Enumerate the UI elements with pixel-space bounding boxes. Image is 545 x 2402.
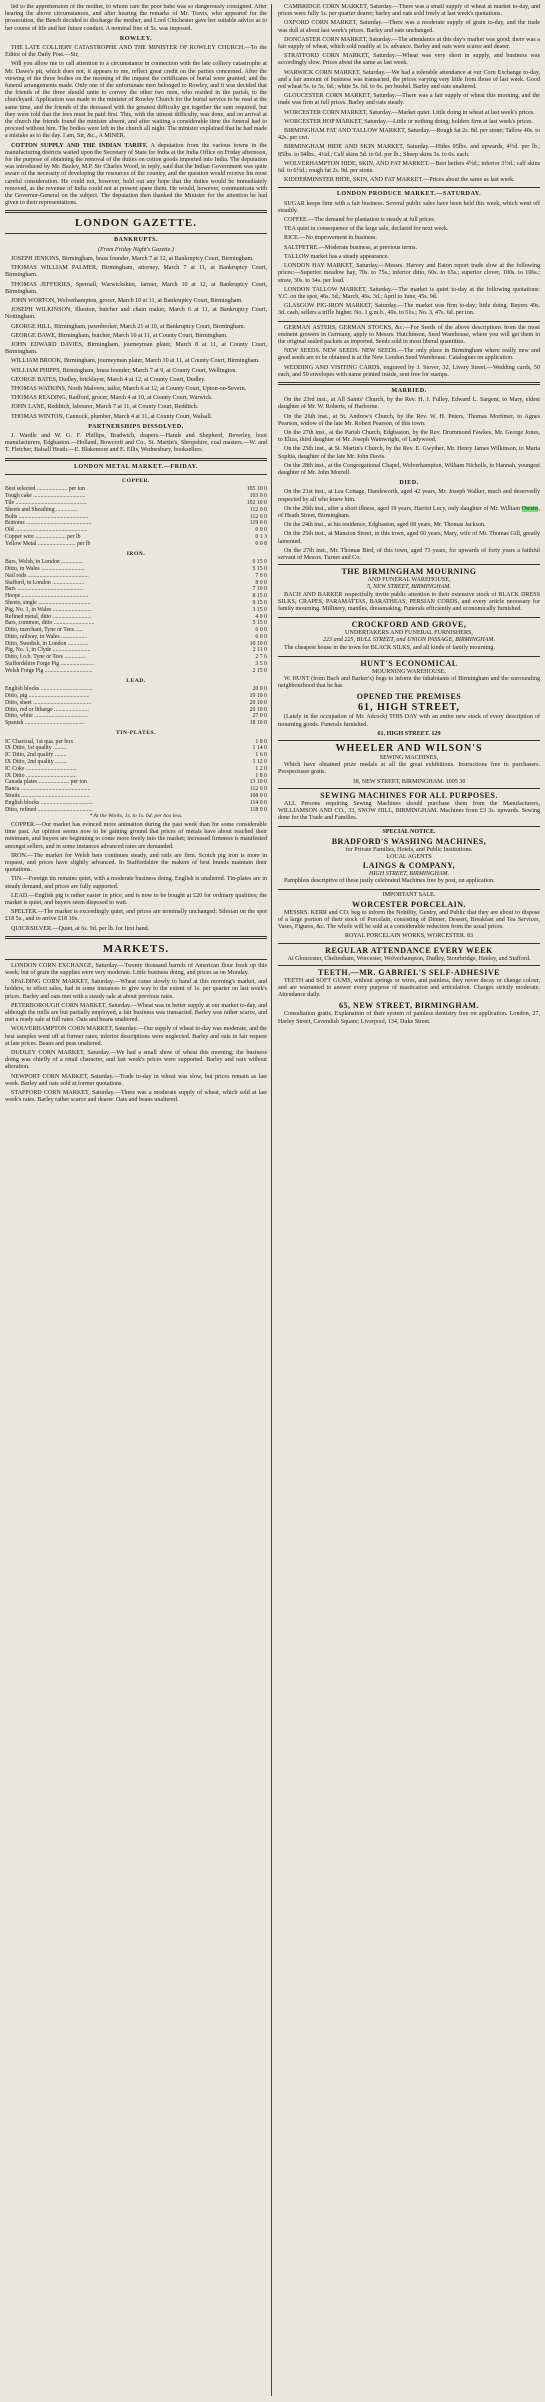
iron-heading: IRON.	[126, 550, 146, 557]
metal-commentary	[5, 822, 267, 933]
mourning-title: THE BIRMINGHAM MOURNING	[341, 567, 477, 577]
price-value: 1 6 0	[255, 752, 267, 759]
section-divider	[5, 936, 267, 939]
price-label: Staffordshire Forge Pig .......................	[5, 661, 94, 668]
list-item: RICE.—No improvement in business.	[284, 235, 377, 242]
price-value: 6 0 0	[255, 627, 267, 634]
list-item: GEORGE BATES, Dudley, bricklayer, March 4 at 12, at County Court, Dudley.	[11, 376, 206, 383]
price-label: Ditto, sheet ........................................	[5, 699, 92, 706]
list-item: TALLOW market has a steady appearance.	[284, 253, 389, 260]
table-row	[5, 527, 267, 534]
table-row	[5, 614, 267, 621]
section-divider	[278, 187, 540, 188]
price-value: 7 10 0	[252, 586, 267, 593]
list-item: GERMAN ASTERS, GERMAN STOCKS, &c.—For Seeds of the above descriptions from the most eminent growers in Germany, apply to Messrs. Hutchinson, Seed Warehouse, where you will get them in the original sealed packets as imported. Seeds sold in most liberal quantities.	[278, 324, 540, 345]
porcelain-advert	[278, 889, 540, 942]
table-row	[5, 661, 267, 668]
markets-continued	[278, 4, 540, 184]
price-value: 10 10 0	[249, 640, 267, 647]
price-label: Copper wire ..................... per lb	[5, 533, 81, 540]
crockford-advert	[278, 617, 540, 656]
price-value: 112 0 0	[249, 786, 267, 793]
table-row	[5, 686, 267, 693]
died-highlighted-item: On the 26th inst., after a short illness, aged 19 years, Harriet Lucy, only daughter of Mr. William Owens, of Heath Street, Birmingham.	[278, 505, 540, 519]
crockford-subtitle: UNDERTAKERS AND FUNERAL FURNISHERS,	[345, 630, 473, 637]
price-label: Yellow Metal .......................... per lb	[5, 540, 91, 547]
price-value: 7 0 0	[255, 572, 267, 579]
price-label: Canada plates ..................... per ton	[5, 779, 87, 786]
price-value: 4 0 0	[255, 613, 267, 620]
price-label: Welsh Forge Pig .................................	[5, 667, 93, 674]
list-item: COFFEE.—The demand for plantation is steady at full prices.	[284, 217, 436, 224]
price-value: 6 15 0	[252, 559, 267, 566]
price-value: 2 7 6	[255, 654, 267, 661]
table-row	[5, 520, 267, 527]
price-label: Sheets, single ....................................	[5, 599, 91, 606]
price-value: 1 8 0	[255, 772, 267, 779]
price-value: 2 15 0	[252, 667, 267, 674]
teeth-advert	[278, 965, 540, 1030]
price-label: Bars ..............................................	[5, 586, 84, 593]
list-item: BIRMINGHAM FAT AND TALLOW MARKET, Saturday.—Rough fat 2s. 8d. per stone; Tallow 40s. to 42s. per cwt.	[278, 128, 540, 142]
list-item: WEDDING AND VISITING CARDS, engraved by J. Stover, 32, Livery Street.—Wedding cards, 50 each, and 50 envelopes with name printed inside, sent free for stamps.	[278, 364, 540, 378]
list-item: TEA quiet in consequence of the large sale, declared for next week.	[284, 226, 449, 233]
section-divider	[5, 233, 267, 234]
list-item: WORCESTER CORN MARKET, Saturday.—Market quiet. Little doing in wheat at last week's prices.	[284, 109, 535, 116]
cotton-body: A deputation from the various towns in the manufacturing districts waited upon the Secretary of State for India at the India Office on Friday afternoon, for the purpose of obtaining the removal of the duties on cotton goods imported into India. The deputation was introduced by Mr. Bazley, M.P. Sir Charles Wood, in reply, said that the Indian Government was quite aware of the necessity of developing the resources of the country, and the question would receive his most careful consideration. He could not, however, hold out any hope that the duties would be immediately removed, as the revenue of India could not at present spare them. He would, however, communicate with the Governor-General on the subject. The deputation then thanked the Minister for the attention he had given to their representations.	[5, 142, 267, 207]
price-label: Nail rods ..........................................	[5, 572, 89, 579]
tin-heading: TIN-PLATES.	[115, 730, 157, 737]
price-label: IC Ditto, 2nd quality ........	[5, 752, 67, 759]
table-row	[5, 493, 267, 500]
list-item: GLASGOW PIG-IRON MARKET, Saturday.—The market was firm to-day; little doing. Buyers 49s. 3d. cash, sellers a trifle higher. No. 1 g.m.b., 49s. to 51s.; No. 3, 47s. 6d. per ton.	[278, 303, 540, 317]
metal-market-heading: LONDON METAL MARKET.—FRIDAY.	[73, 463, 199, 470]
price-label: English blocks ....................................	[5, 799, 93, 806]
laings-body: Pamphlets descriptive of these justly celebrated Machines free by post, on application.	[284, 878, 495, 885]
price-value: 1 12 0	[252, 759, 267, 766]
price-value: 20 10 0	[249, 699, 267, 706]
table-row	[5, 745, 267, 752]
price-value: 27 0 0	[252, 713, 267, 720]
bankrupts-heading: BANKRUPTS.	[113, 237, 159, 244]
section-divider	[5, 474, 267, 475]
cotton-article	[5, 143, 267, 208]
hunt-address: 61, HIGH STREET. 129	[377, 730, 441, 737]
bradford-advert	[278, 826, 540, 889]
table-row	[5, 713, 267, 720]
list-item: JOSEPH JENKINS, Birmingham, brass founder, March 7 at 12, at Bankruptcy Court, Birmingham.	[11, 255, 254, 262]
table-row	[5, 559, 267, 566]
price-value: 1 14 0	[252, 745, 267, 752]
mourning-body: BACH AND BARKER respectfully invite public attention to their extensive stock of BLACK DRESS SILKS, CRAPES, PARAMATTAS, BARATHEAS, PERSIAN CORDS, and every article necessary for family mourning. Millinery, mantles, dressmaking. Funerals efficiently and economically furnished.	[278, 591, 540, 613]
rowley-subheading: THE LATE COLLIERY CATASTROPHE AND THE MINISTER OF ROWLEY CHURCH.—To the Editor of the Daily Post.—Sir,	[5, 45, 267, 59]
price-value: 103 0 0	[249, 493, 267, 500]
table-row	[5, 541, 267, 548]
list-item: On the 25th inst., at Mansion Street, in this town, aged 60 years, Mary, wife of Mr. Thomas Gill, greatly lamented.	[278, 531, 540, 545]
price-label: Ditto, refined ......................................	[5, 806, 93, 813]
price-value: 119 0 0	[249, 520, 267, 527]
iron-table	[5, 559, 267, 675]
partnerships-body: J. Wardle and W. G. F. Phillips, Bradwich, drapers.—Hands and Shepherd, Beverley, boot manufacturers, Edgbaston.—Holland, Bowcroft and Co., St. Martin's, Shropshire, coal masters.—W. and T. Fletcher, Balsall Heath.—E. Blakemore and E. Ellis, Wednesbury, booksellers.	[5, 432, 267, 454]
teeth-title: TEETH.—MR. GABRIEL'S SELF-ADHESIVE	[318, 967, 500, 977]
section-divider	[5, 959, 267, 960]
metal-note: * At the Works, 1s. to 1s. 6d. per box less.	[89, 813, 183, 820]
price-value: 3 5 0	[255, 661, 267, 668]
section-divider	[5, 458, 267, 461]
gazette-heading: LONDON GAZETTE.	[75, 217, 197, 230]
list-item: On the 21st inst., at Lea Cottage, Handsworth, aged 42 years, Mr. Joseph Walker, much and deservedly respected by all who knew him.	[278, 489, 540, 503]
price-value: 3 15 0	[252, 606, 267, 613]
list-item: JOHN WORTON, Wolverhampton, grocer, March 10 at 11, at Bankruptcy Court, Birmingham.	[11, 297, 243, 304]
price-label: IC Coke ...................................	[5, 765, 77, 772]
hunt-body-2: (Lately in the occupation of Mr. Adcock) THIS DAY with an entire new stock of every description of mourning goods. Funerals furnished.	[278, 714, 540, 728]
teeth-body: TEETH and SOFT GUMS, without springs or wires, and painless, they never decay or change colour, and are warranted to answer every purpose of mastication and articulation. Charges strictly moderate. Attendance daily.	[278, 977, 540, 999]
partnerships-heading: PARTNERSHIPS DISSOLVED.	[88, 423, 184, 430]
hunt-subtitle: MOURNING WAREHOUSE.	[371, 668, 447, 675]
list-item: STAFFORD CORN MARKET, Saturday.—There was a moderate supply of wheat, which sold at last week's rates. Barley rather scarce and dearer. Oats and beans unaltered.	[5, 1090, 267, 1104]
price-label: Bottoms .............................................	[5, 520, 92, 527]
table-row	[5, 507, 267, 514]
teeth-footer: Consultation gratis. Explanation of their system of painless dentistry free on application. London, 27, Harley Street, Cavendish Square; Liverpool, 134, Duke Street.	[278, 1011, 540, 1025]
list-item: On the 26th inst., at St. Andrew's Church, by the Rev. W. H. Peters, Thomas Mortimer, to Agnes Pearson, widow of the late Mr. Robert Pearson, of this town.	[278, 413, 540, 427]
price-value: 114 0 0	[249, 799, 267, 806]
wheeler-body: Which have obtained prize medals at all the great exhibitions. Instructions free to purchasers. Prospectuses gratis.	[278, 762, 540, 776]
list-item: On the 27th inst., Mr. Thomas Bird, of this town, aged 73 years, for upwards of forty years a faithful servant of Messrs. Turner and Co.	[278, 547, 540, 561]
died-list	[278, 489, 540, 562]
list-item: LONDON TALLOW MARKET, Saturday.—The market is quiet to-day at the following quotations: Y.C. on the spot, 46s. 3d.; March, 46s. 3d.; April to June, 45s. 9d.	[278, 286, 540, 300]
left-column	[5, 4, 267, 2396]
price-label: Ditto, red or litharge ........................	[5, 706, 89, 713]
price-label: English blocks ....................................	[5, 686, 93, 693]
mourning-address: 5, NEW STREET, BIRMINGHAM.	[367, 584, 451, 591]
bradford-body: for Private Families, Hotels, and Public Institutions.	[345, 846, 473, 853]
price-label: Ditto, white .....................................	[5, 713, 88, 720]
table-row	[5, 786, 267, 793]
list-item: NEWPORT CORN MARKET, Saturday.—Trade to-day in wheat was slow, but prices remain as last week. Barley and oats sold at former quotations.	[5, 1073, 267, 1087]
price-value: 20 0 0	[252, 686, 267, 693]
table-row	[5, 739, 267, 746]
list-item: JOHN EDWARD DAVIES, Birmingham, journeyman plater, March 8 at 11, at County Court, Birmingham.	[5, 341, 267, 356]
local-agents: LOCAL AGENTS	[386, 853, 432, 860]
list-item: On the 28th inst., at the Congregational Chapel, Wolverhampton, William Nicholls, to Hannah, youngest daughter of Mr. John Morrell.	[278, 462, 540, 476]
price-value: 8 15 0	[252, 593, 267, 600]
price-label: Old ..................................................	[5, 527, 88, 534]
price-label: IX Ditto, 2nd quality ........	[5, 759, 67, 766]
table-row	[5, 534, 267, 541]
list-item: COPPER.—Our market has evinced more animation during the past week than for some considerable time past. An opinion seems now to be gaining ground that prices of metals have about reached their minimum, and buyers are beginning to come more freely into the market; increased firmness is manifested amongst sellers, and in some instances advanced rates are demanded.	[5, 822, 267, 850]
list-item: GLOUCESTER CORN MARKET, Saturday.—There was a fair supply of wheat this morning, and the trade was firm at full prices. Barley and oats steady.	[278, 93, 540, 107]
rowley-heading: ROWLEY.	[119, 35, 153, 42]
price-value: 112 0 0	[249, 513, 267, 520]
table-row	[5, 720, 267, 727]
table-row	[5, 668, 267, 675]
list-item: BIRMINGHAM HIDE AND SKIN MARKET, Saturday.—Hides 95lbs. and upwards, 4½d. per lb.; 85lbs. to 94lbs., 4¼d.; Calf skins 5d. to 6d. per lb.; Sheep skins 3s. to 6s. each.	[278, 144, 540, 158]
price-value: 112 0 0	[249, 506, 267, 513]
table-row	[5, 627, 267, 634]
list-item: KIDDERMINSTER HIDE, SKIN, AND FAT MARKET.—Prices about the same as last week.	[284, 177, 515, 184]
list-item: DUDLEY CORN MARKET, Saturday.—We had a small show of wheat this morning; the business doing was chiefly of a retail character, and last week's prices were supported. Barley and oats without alteration.	[5, 1050, 267, 1071]
table-row	[5, 800, 267, 807]
price-label: Straits ...............................................	[5, 793, 90, 800]
special-notice: SPECIAL NOTICE.	[382, 829, 436, 836]
table-row	[5, 607, 267, 614]
section-divider	[278, 321, 540, 322]
table-row	[5, 573, 267, 580]
list-item: SPALDING CORN MARKET, Saturday.—Wheat came slowly to hand at this morning's market, and holders, to effect sales, had in some instances to give way to the extent of 1s. per quarter on last week's prices. Barley and oats met with a steady sale at about previous rates.	[5, 979, 267, 1000]
price-value: 18 10 0	[249, 720, 267, 727]
mourning-subtitle: AND FUNERAL WAREHOUSE,	[367, 577, 451, 584]
list-item: LONDON HAY MARKET, Saturday.—Messrs. Harvey and Eaton report trade slow at the following prices:—Superior meadow hay, 70s. to 75s.; inferior ditto, 60s. to 65s.; superior clover, 100s. to 106s.; straw, 30s. to 34s. per load.	[278, 263, 540, 284]
price-label: Sheets and Sheathing ...............	[5, 506, 78, 513]
price-label: Ditto, railway, in Wales ..................	[5, 633, 88, 640]
table-row	[5, 773, 267, 780]
table-row	[5, 586, 267, 593]
list-item: WILLIAM PHIPPS, Birmingham, brass founder, March 7 at 9, at County Court, Wellington.	[11, 367, 237, 374]
wheeler-subtitle: SEWING MACHINES,	[379, 755, 439, 762]
list-item: OXFORD CORN MARKET, Saturday.—There was a moderate supply of grain to-day, and the trade was dull at about last week's prices. Barley and oats unchanged.	[278, 20, 540, 34]
table-row	[5, 700, 267, 707]
hunt-body: W. HUNT (from Bach and Barker's) begs to inform the inhabitants of Birmingham and the surrounding neighbourhood that he has	[278, 676, 540, 690]
bankrupts-list	[5, 256, 267, 421]
wheeler-address: 38, NEW STREET, BIRMINGHAM. 1005 30	[352, 778, 466, 785]
price-label: Stafford, in London ......................	[5, 579, 85, 586]
price-label: IC Charcoal, 1st qua. per box	[5, 738, 74, 745]
price-value: 105 10 0	[246, 486, 267, 493]
list-item: LEAD.—English pig is rather easier in price, and is now to be bought at £20 for ordinary qualities; the market is quiet, and buyers seem disposed to wait.	[5, 892, 267, 907]
list-item: SPELTER.—The market is exceedingly quiet, and prices are nominally unchanged; Silesian on the spot £18 5s., and to arrive £18 10s.	[5, 909, 267, 923]
rowley-body: Will you allow me to call attention to a circumstance in connection with the late colliery catastrophe at Mr. Dawe's pit, which does not, it appears to me, reflect great credit on the parties concerned. After the viewing of the three bodies on the morning of the inquest the certificates of burial were granted, and the funeral arrangements made. Only one of the unfortunate men belonged to Rowley, and it was decided that the friends of the three should unite to convey the other two men, who resided in the parish, to the churchyard. Application was made to the minister of Rowley Church for the burial service to be read at the same time, and the friends of the deceased with the greatest difficulty got together the sum required, but they were told that the fees must be paid first. This, with the utmost difficulty, was done, and on arrival at the church the friends found the minister absent, and after waiting a considerable time the funeral had to proceed without him. The bodies were left in the church all night. The minister explained that he had made a mistake as to the day. I am, Sir, &c., A MINER.	[5, 61, 267, 140]
price-label: Pig, No. 1, in Wales ...........................	[5, 606, 92, 613]
sewing-title: SEWING MACHINES FOR ALL PURPOSES.	[320, 790, 498, 800]
laings-title: LAINGS & COMPANY,	[362, 861, 456, 871]
list-item: IRON.—The market for Welsh bars continues steady, and rails are firm. Scotch pig iron is more in request, and prices have slightly advanced. In Staffordshire the makers of best brands maintain their quotations.	[5, 852, 267, 874]
hunt-opened: OPENED THE PREMISES	[356, 692, 462, 702]
price-label: Bars, common, ditto ............................	[5, 620, 95, 627]
price-label: Best selected ..................... per ton	[5, 486, 86, 493]
section-divider	[5, 210, 267, 213]
price-value: 6 0 0	[255, 633, 267, 640]
teeth-address: 65, NEW STREET, BIRMINGHAM.	[339, 1001, 479, 1011]
table-row	[5, 500, 267, 507]
list-item: JOSEPH WILKINSON, Ilkeston, butcher and chain maker, March 6 at 11, at Bankruptcy Court, Nottingham.	[5, 307, 267, 321]
list-item: On the 27th inst., at the Parish Church, Edgbaston, by the Rev. Drummond Fawkes, Mr. George Jones, to Eliza, third daughter of Mr. Joseph Wainwright, of Ladywood.	[278, 429, 540, 444]
table-row	[5, 759, 267, 766]
column-divider	[271, 4, 272, 2396]
regular-advert	[278, 943, 540, 965]
porcelain-body: MESSRS. KERR and CO. beg to inform the Nobility, Gentry, and Public that they are about to dispose of a large portion of their stock of Porcelain, consisting of Dinner, Dessert, Breakfast and Tea Services, Vases, Figures, &c. The whole will be sold at a considerable reduction from the usual prices.	[278, 909, 540, 931]
wheeler-title: WHEELER AND WILSON'S	[335, 743, 483, 755]
price-label: Bars, Welsh, in London ...............	[5, 559, 83, 566]
list-item: DONCASTER CORN MARKET, Saturday.—The attendance at this day's market was good; there was a fair supply of wheat, which sold readily at 1s. advance. Barley and oats were scarce and dearer.	[278, 36, 540, 51]
porcelain-address: ROYAL PORCELAIN WORKS, WORCESTER. 83	[344, 933, 474, 940]
list-item: WILLIAM BROOK, Birmingham, journeyman plater, March 10 at 11, at County Court, Birmingham.	[11, 358, 260, 365]
laings-address: HIGH STREET, BIRMINGHAM.	[368, 871, 450, 878]
price-value: 9 15 0	[252, 599, 267, 606]
produce-list	[278, 201, 540, 261]
price-label: Pig, No. 1, in Clyde ..........................	[5, 647, 91, 654]
list-item: PETERBOROUGH CORN MARKET, Saturday.—Wheat was in better supply at our market to-day, and although the mills are but partially employed, a fair business was transacted. Barley was rather scarce, and met a ready sale at full rates. Oats and beans unaltered.	[5, 1002, 267, 1024]
table-row	[5, 641, 267, 648]
copper-heading: COPPER.	[122, 477, 150, 484]
list-item: On the 25th inst., at St. Martin's Church, by the Rev. E. Gwyther, Mr. Henry James Wilkinson, to Maria Sophia, daughter of the late Mr. John Davis.	[278, 446, 540, 460]
markets-list	[5, 963, 267, 1105]
table-row	[5, 514, 267, 521]
sewing-advert	[278, 788, 540, 827]
hunt-advert	[278, 656, 540, 740]
price-value: 5 15 0	[252, 620, 267, 627]
price-label: Hoops ..............................................	[5, 593, 89, 600]
price-value: 2 11 0	[252, 647, 267, 654]
price-label: Bolts ................................................	[5, 513, 89, 520]
crockford-title: CROCKFORD AND GROVE,	[351, 620, 467, 630]
price-value: 19 10 0	[249, 693, 267, 700]
table-row	[5, 807, 267, 814]
crockford-address: 223 and 225, BULL STREET, and UNION PASSAGE, BIRMINGHAM.	[323, 637, 495, 644]
list-item: TIN.—Foreign tin remains quiet, with a moderate business doing. English is unaltered. Tin-plates are in steady demand, and prices are fully supported.	[5, 876, 267, 890]
bradford-title: BRADFORD'S WASHING MACHINES,	[331, 836, 487, 846]
price-label: Ditto, pig ..........................................	[5, 693, 90, 700]
table-row	[5, 620, 267, 627]
wheeler-advert	[278, 740, 540, 788]
price-value: 118 0 0	[249, 806, 267, 813]
list-item: GEORGE DAWE, Birmingham, butcher, March 10 at 11, at County Court, Birmingham.	[11, 332, 228, 339]
porcelain-heading: IMPORTANT SALE.	[382, 892, 436, 899]
hunt-title: HUNT'S ECONOMICAL	[360, 658, 458, 668]
list-item: SALTPETRE.—Moderate business, at previous terms.	[284, 244, 417, 251]
table-row	[5, 580, 267, 587]
list-item: THOMAS JEFFERIES, Spernall, Warwickshire, farmer, March 10 at 12, at Bankruptcy Court, Birmingham.	[5, 281, 267, 295]
list-item: WOLVERHAMPTON CORN MARKET, Saturday.—Our supply of wheat to-day was moderate, and the best samples went off at former rates; inferior descriptions were neglected. Barley and oats in fair request at late prices. Beans and peas unaltered.	[5, 1026, 267, 1047]
tin-table	[5, 739, 267, 814]
price-value: 13 10 0	[249, 779, 267, 786]
lead-table	[5, 686, 267, 727]
price-value: 1 8 0	[255, 738, 267, 745]
table-row	[5, 766, 267, 773]
price-value: 5 15 0	[252, 565, 267, 572]
regular-body: At Gloucester, Cheltenham, Worcester, Wolverhampton, Dudley, Stourbridge, Hanley, and Stafford.	[287, 955, 531, 962]
hay-list	[278, 263, 540, 317]
married-heading: MARRIED.	[391, 387, 427, 394]
table-row	[5, 566, 267, 573]
list-item: WOLVERHAMPTON HIDE, SKIN, AND FAT MARKET.—Best heifers 4½d.; inferior 3½d.; calf skins 6d. to 6½d.; rough fat 2s. 9d. per stone.	[278, 160, 540, 175]
produce-heading: LONDON PRODUCE MARKET.—SATURDAY.	[336, 191, 482, 198]
hunt-street: 61, HIGH STREET,	[358, 702, 460, 714]
price-label: Ditto, Swedish, in London ..............	[5, 640, 89, 647]
intro-paragraph: led to the apprehension of the mother, to whom care the poor babe was so dangerously consigned. After hearing the above circumstances, and after hearing the remarks of Mr. Travis, who appeared for the prosecution, the Bench decided to discharge the mother, and Lord Chichester gave her suitable advice as to her course of life and her future conduct. A nominal fine of 5s. was imposed.	[5, 4, 267, 32]
list-item: GEORGE HILL, Birmingham, pawnbroker, March 21 at 10, at Bankruptcy Court, Birmingham.	[11, 323, 246, 330]
mourning-advert	[278, 564, 540, 617]
price-value: 0 1 3	[255, 533, 267, 540]
small-adverts	[278, 325, 540, 379]
table-row	[5, 707, 267, 714]
copper-table	[5, 486, 267, 547]
cotton-heading: COTTON SUPPLY AND THE INDIAN TARIFF.	[11, 142, 148, 149]
price-label: IX Ditto ...................................	[5, 772, 77, 779]
price-label: Ditto, merchant, Tyne or Tees .....	[5, 627, 83, 634]
price-value: 108 0 0	[249, 793, 267, 800]
died-heading: DIED.	[399, 480, 419, 487]
list-item: WARWICK CORN MARKET, Saturday.—We had a tolerable attendance at our Corn Exchange to-day, and a fair amount of business was transacted, the prices varying very little from those of last week. Good red wheat 5s. to 5s. 6d.; white 5s. 6d. to 6s. per bushel. Barley and oats unaltered.	[278, 69, 540, 91]
price-label: Banca ................................................	[5, 786, 91, 793]
list-item: THOMAS WILLIAM PALMER, Birmingham, attorney, March 7 at 11, at Bankruptcy Court, Birmingham.	[5, 265, 267, 279]
list-item: STRATFORD CORN MARKET, Saturday.—Wheat was very short in supply, and business was accordingly slow. Prices about the same as last week.	[278, 53, 540, 67]
price-label: Spanish .........................................	[5, 720, 85, 727]
table-row	[5, 593, 267, 600]
list-item: NEW SEEDS. NEW SEEDS. NEW SEEDS.—The only place in Birmingham where really new and good seeds are to be obtained is at the New London Seed Warehouse. Catalogues on application.	[278, 348, 540, 362]
list-item: THOMAS WATKINS, North Malvern, tailor, March 6 at 12, at County Court, Upton-on-Severn.	[11, 385, 247, 392]
highlighted-name: Owens	[521, 505, 539, 512]
bankrupts-subheading: (From Friday Night's Gazette.)	[98, 246, 174, 253]
price-value: 1 2 0	[255, 765, 267, 772]
regular-title: REGULAR ATTENDANCE EVERY WEEK	[325, 945, 493, 955]
price-label: Ditto, f.o.b. Tyne or Tees ...............	[5, 654, 87, 661]
list-item: SUGAR keeps firm with a fair business. Several public sales have been held this week, which went off steadily.	[278, 200, 540, 214]
married-list	[278, 397, 540, 477]
crockford-body: The cheapest house in the town for BLACK SILKS, and all kinds of family mourning.	[284, 644, 495, 651]
table-row	[5, 486, 267, 493]
table-row	[5, 634, 267, 641]
price-value: 0 0 8	[255, 540, 267, 547]
price-value: 20 10 0	[249, 706, 267, 713]
list-item: THOMAS WINTON, Cannock, plumber, March 4 at 11, at County Court, Walsall.	[11, 413, 213, 420]
price-label: Tile .................................................	[5, 499, 87, 506]
list-item: On the 23rd inst., at All Saints' Church, by the Rev. H. J. Fulley, Edward L. Sargent, to Mary, eldest daughter of Mr. W. Roberts, of Harborne.	[278, 397, 540, 411]
price-label: Ditto, in Wales ..............................	[5, 565, 85, 572]
right-column	[278, 4, 540, 2396]
table-row	[5, 600, 267, 607]
list-item: On the 24th inst., at his residence, Edgbaston, aged 68 years, Mr. Thomas Jackson.	[284, 522, 486, 529]
table-row	[5, 752, 267, 759]
lead-heading: LEAD.	[126, 677, 146, 684]
price-label: IX Ditto, 1st quality .........	[5, 745, 67, 752]
list-item: QUICKSILVER.—Quiet, at 6s. 9d. per lb. for first hand.	[11, 925, 150, 932]
porcelain-title: WORCESTER PORCELAIN.	[351, 899, 466, 909]
list-item: CAMBRIDGE CORN MARKET, Saturday.—There was a small supply of wheat at market to-day, and prices were fully 1s. per quarter dearer; barley and oats sold freely at last week's quotations.	[278, 4, 540, 18]
table-row	[5, 693, 267, 700]
table-row	[5, 793, 267, 800]
list-item: LONDON CORN EXCHANGE, Saturday.—Twenty thousand barrels of American flour fresh up this week; but of grain the supplies were very moderate. Little business doing, and prices as on Monday.	[5, 962, 267, 977]
price-label: Refined metal, ditto ...........................	[5, 613, 92, 620]
table-row	[5, 779, 267, 786]
markets-heading: MARKETS.	[102, 942, 170, 955]
list-item: THOMAS READING, Radford, grocer, March 4 at 10, at County Court, Warwick.	[11, 395, 213, 402]
price-label: Tough cake ....................................	[5, 493, 86, 500]
list-item: WORCESTER HOP MARKET, Saturday.—Little or nothing doing; holders firm at last week's prices.	[284, 118, 533, 125]
sewing-body: ALL Persons requiring Sewing Machines should purchase them from the Manufacturers, WILLIAMSON AND CO., 33, SNOW HILL, BIRMINGHAM. Machines from £3 3s. upwards. Sewing done for the Trade and Families.	[278, 800, 540, 822]
price-value: 0 0 0	[255, 527, 267, 534]
list-item: JOHN LANE, Redditch, labourer, March 7 at 11, at County Court, Redditch.	[11, 404, 199, 411]
price-value: 102 10 0	[246, 499, 267, 506]
section-divider	[278, 382, 540, 385]
price-value: 8 0 0	[255, 579, 267, 586]
